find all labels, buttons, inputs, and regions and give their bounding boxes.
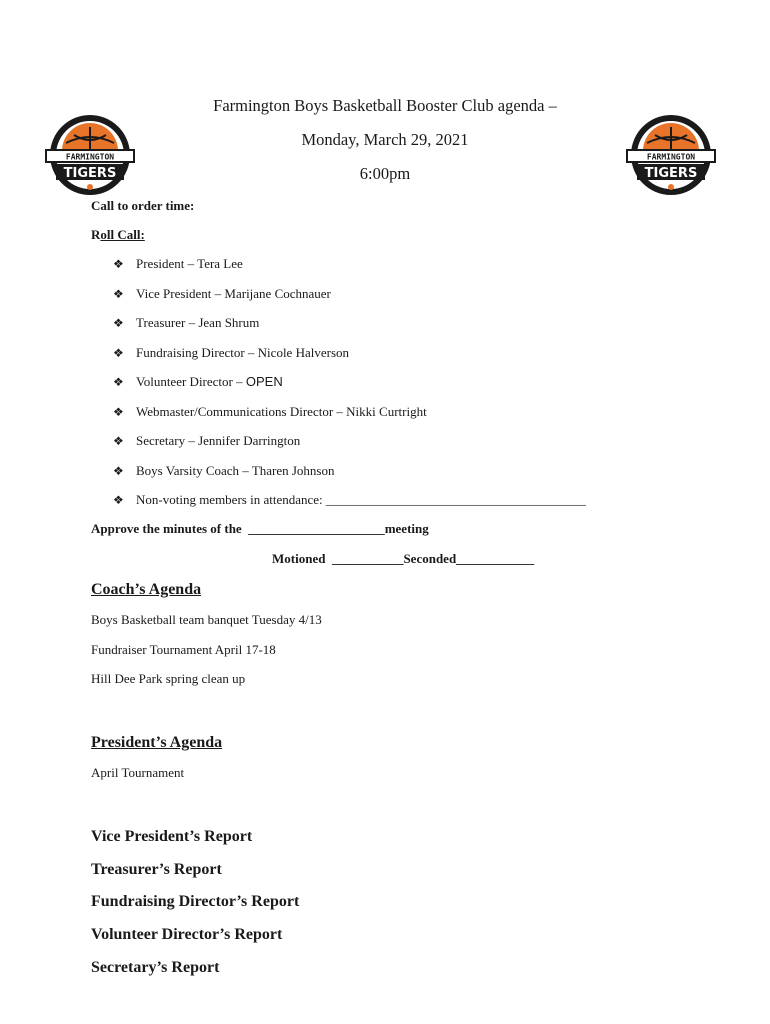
- diamond-bullet-icon: ❖: [113, 257, 124, 271]
- title-line-2: Monday, March 29, 2021: [301, 130, 469, 149]
- roll-call-label: Roll Call:: [91, 227, 145, 242]
- svg-text:FARMINGTON: FARMINGTON: [646, 152, 696, 162]
- coach-agenda-heading: Coach’s Agenda: [91, 581, 202, 598]
- svg-text:TIGERS: TIGERS: [63, 166, 117, 181]
- president-agenda-heading: President’s Agenda: [91, 734, 223, 751]
- report-heading: Secretary’s Report: [91, 959, 220, 976]
- diamond-bullet-icon: ❖: [113, 493, 124, 507]
- title-line-1: Farmington Boys Basketball Booster Club agenda –: [213, 96, 557, 115]
- roll-call-item: ❖ Volunteer Director – OPEN: [113, 374, 283, 389]
- roll-call-item: ❖ Fundraising Director – Nicole Halverson: [113, 345, 350, 360]
- tigers-logo-icon: [44, 113, 136, 197]
- logo-right: [625, 113, 717, 197]
- coach-agenda-item: Fundraiser Tournament April 17-18: [91, 642, 276, 657]
- diamond-bullet-icon: ❖: [113, 375, 124, 389]
- diamond-bullet-icon: ❖: [113, 405, 124, 419]
- report-heading: Treasurer’s Report: [91, 861, 222, 878]
- report-heading: Fundraising Director’s Report: [91, 893, 300, 910]
- approve-minutes-line: Approve the minutes of the _____________________meeting: [91, 521, 429, 536]
- roll-call-item: ❖ Treasurer – Jean Shrum: [113, 315, 260, 330]
- diamond-bullet-icon: ❖: [113, 287, 124, 301]
- diamond-bullet-icon: ❖: [113, 464, 124, 478]
- coach-agenda-item: Hill Dee Park spring clean up: [91, 671, 246, 686]
- non-voting-members-item: ❖ Non-voting members in attendance: ________________________________________: [113, 492, 586, 507]
- motion-seconded-line: Motioned ___________Seconded____________: [272, 551, 535, 566]
- roll-call-item: ❖ President – Tera Lee: [113, 256, 243, 271]
- call-to-order-label: Call to order time:: [91, 198, 195, 213]
- tigers-logo-icon: [625, 113, 717, 197]
- roll-call-item: ❖ Secretary – Jennifer Darrington: [113, 433, 301, 448]
- diamond-bullet-icon: ❖: [113, 434, 124, 448]
- diamond-bullet-icon: ❖: [113, 346, 124, 360]
- roll-call-item: ❖ Boys Varsity Coach – Tharen Johnson: [113, 463, 335, 478]
- roll-call-item: ❖ Vice President – Marijane Cochnauer: [113, 286, 331, 301]
- report-heading: Vice President’s Report: [91, 828, 253, 845]
- coach-agenda-item: Boys Basketball team banquet Tuesday 4/13: [91, 612, 322, 627]
- svg-text:TIGERS: TIGERS: [644, 166, 698, 181]
- logo-left: [44, 113, 136, 197]
- roll-call-item: ❖ Webmaster/Communications Director – Nikki Curtright: [113, 404, 427, 419]
- title-line-3: 6:00pm: [359, 164, 411, 183]
- diamond-bullet-icon: ❖: [113, 316, 124, 330]
- svg-text:FARMINGTON: FARMINGTON: [65, 152, 115, 162]
- president-agenda-item: April Tournament: [91, 765, 185, 780]
- report-heading: Volunteer Director’s Report: [91, 926, 283, 943]
